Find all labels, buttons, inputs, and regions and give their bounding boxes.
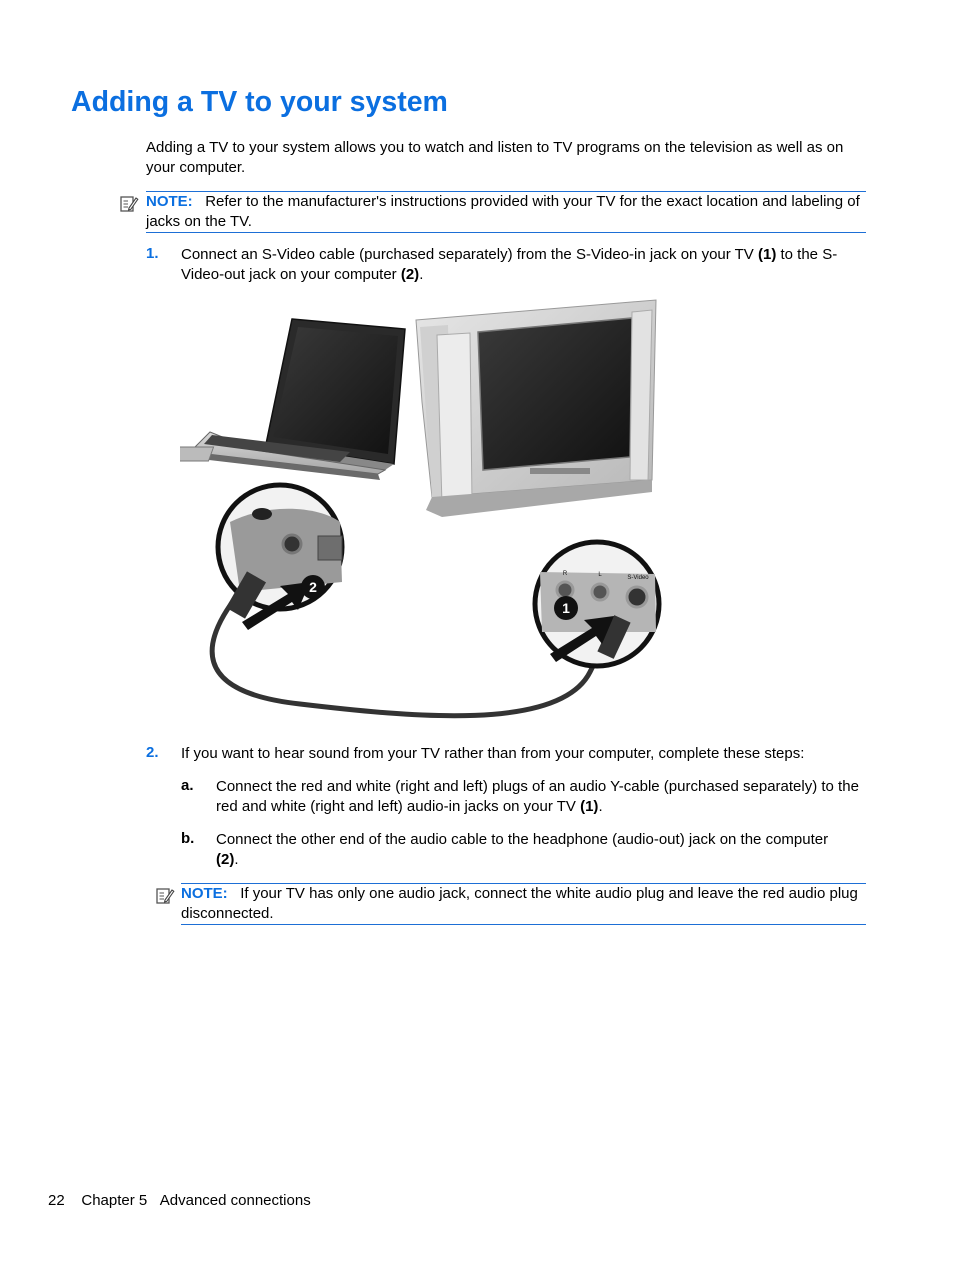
- step-text: Connect an S-Video cable (purchased separately) from the S-Video-in jack on your TV: [181, 246, 758, 263]
- substep-letter: b.: [181, 830, 195, 847]
- substep-b-text: [216, 830, 836, 870]
- note-label: NOTE:: [146, 193, 193, 210]
- step-text: .: [419, 266, 424, 283]
- callout-ref: (2): [216, 851, 235, 868]
- tv-image: [416, 300, 656, 517]
- page-title: Adding a TV to your system: [71, 86, 448, 118]
- note-box-1: [146, 191, 866, 233]
- page-number: 22: [48, 1192, 65, 1209]
- note-text: Refer to the manufacturer's instructions provided with your TV for the exact location and labeling of jacks on the TV.: [146, 193, 860, 230]
- tv-connection-illustration: [180, 292, 670, 724]
- substep-text: .: [598, 798, 603, 815]
- step-1-text: [181, 245, 871, 285]
- callout-ref: (1): [580, 798, 599, 815]
- step-2-text: If you want to hear sound from your TV rather than from your computer, complete these steps:: [181, 745, 805, 762]
- callout-ref: (2): [400, 266, 420, 283]
- substep-text: Connect the red and white (right and left) plugs of an audio Y-cable (purchased separately) to the red and white (right and left) audio-in jacks on your TV: [216, 778, 859, 815]
- jack-label-s-video: S-Video: [627, 575, 649, 581]
- laptop-image: [180, 319, 405, 480]
- note-pencil-icon: [119, 194, 139, 214]
- substep-text: Connect the other end of the audio cable to the headphone (audio-out) jack on the computer: [216, 831, 829, 848]
- jack-label-l: L: [598, 572, 602, 578]
- callout-2: 2: [309, 579, 317, 595]
- chapter-label: Chapter 5: [81, 1192, 148, 1209]
- callout-1: 1: [562, 600, 570, 616]
- callout-ref: (1): [757, 246, 777, 263]
- step-number: 2.: [146, 744, 159, 761]
- note-pencil-icon: [155, 886, 175, 906]
- note-box-2: [181, 883, 866, 925]
- intro-paragraph: Adding a TV to your system allows you to watch and listen to TV programs on the television as well as on your computer.: [146, 139, 844, 176]
- laptop-jack-inset: [218, 485, 342, 630]
- substep-letter: a.: [181, 777, 194, 794]
- page-footer: [48, 1192, 311, 1209]
- step-number: 1.: [146, 245, 159, 262]
- note-text: If your TV has only one audio jack, connect the white audio plug and leave the red audio plug disconnected.: [181, 885, 858, 922]
- note-label: NOTE:: [181, 885, 228, 902]
- step-text: to the S-Video-out jack on your computer: [181, 246, 838, 283]
- tv-jack-inset: [535, 542, 659, 666]
- section-label: Advanced connections: [159, 1192, 311, 1209]
- substep-text: .: [234, 851, 239, 868]
- jack-label-r: R: [562, 571, 568, 577]
- substep-a-text: [216, 777, 866, 817]
